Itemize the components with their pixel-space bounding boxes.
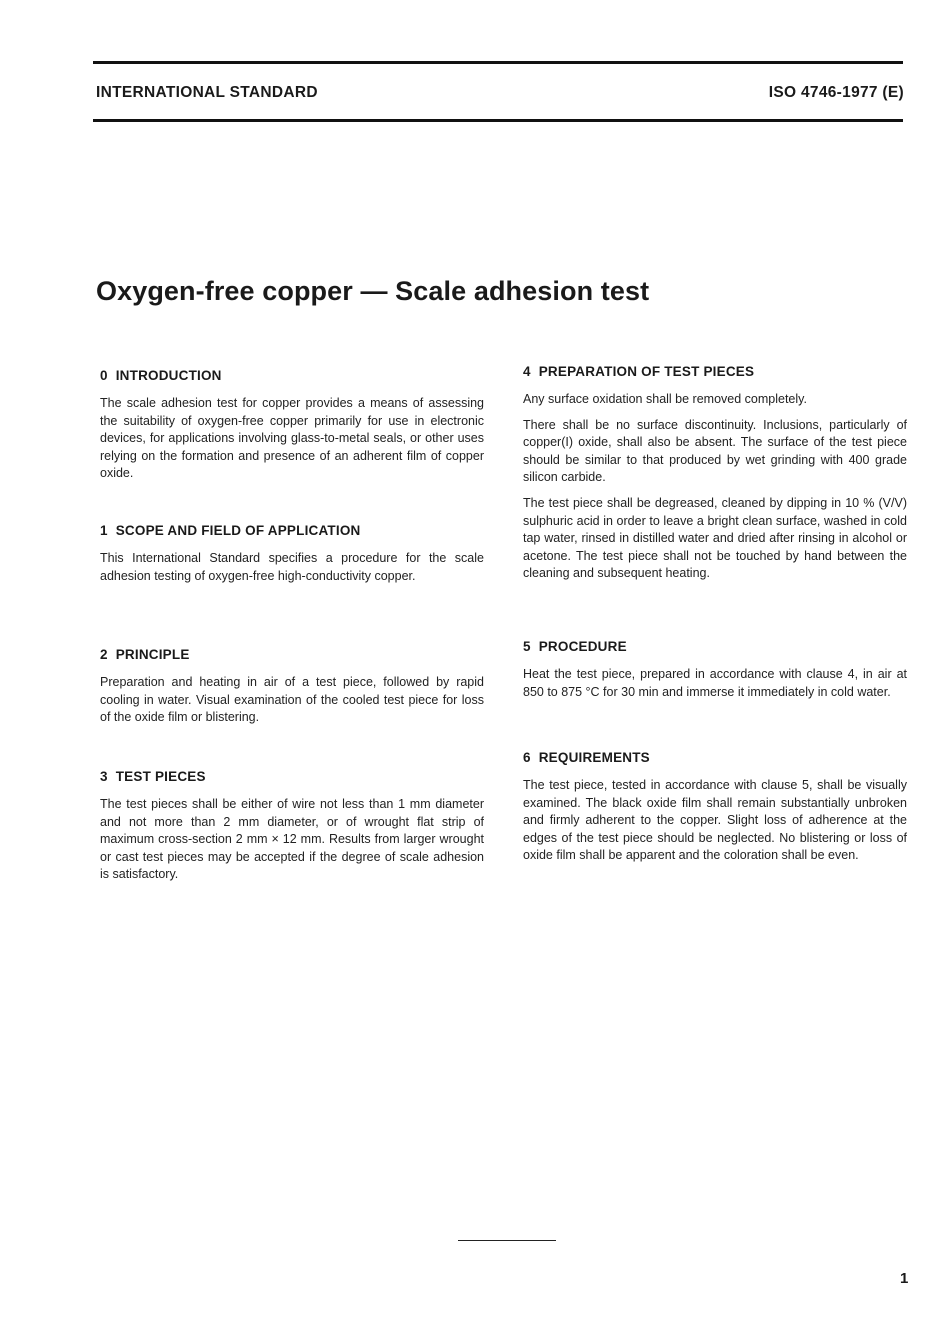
section-paragraph: Any surface oxidation shall be removed completely. [523,392,807,406]
section-number: 3 [100,769,108,784]
section-title: PREPARATION OF TEST PIECES [538,364,755,379]
section-principle [100,647,484,735]
section-heading [100,368,484,383]
section-heading [523,639,907,654]
section-heading [100,769,484,784]
section-paragraph: This International Standard specifies a procedure for the scale adhesion testing of oxygen-free high-conductivity copper. [100,551,484,583]
document-title: Oxygen-free copper — Scale adhesion test [96,276,650,306]
section-test-pieces [100,769,484,892]
standard-number: ISO 4746-1977 (E) [768,84,904,101]
footer-rule [458,1240,556,1241]
section-heading [523,750,907,765]
section-preparation [523,364,907,591]
section-title: PROCEDURE [538,639,627,654]
section-title: INTRODUCTION [115,368,222,383]
standard-type-label: INTERNATIONAL STANDARD [96,84,318,101]
section-heading [100,523,484,538]
section-paragraph: There shall be no surface discontinuity. Inclusions, particularly of copper(I) oxide, shall also be absent. The surface of the test piece should be similar to that produced by wet grinding with 400 grade silicon carbide. [523,417,907,485]
section-scope [100,523,484,593]
section-number: 2 [100,647,108,662]
section-number: 6 [523,750,531,765]
section-paragraph: Heat the test piece, prepared in accordance with clause 4, in air at 850 to 875 °C for 30 min and immerse it immediately in cold water. [523,667,907,699]
section-title: TEST PIECES [115,769,206,784]
section-paragraph: Preparation and heating in air of a test piece, followed by rapid cooling in water. Visual examination of the cooled test piece for loss of the oxide film or blistering. [100,675,484,725]
section-heading [100,647,484,662]
section-introduction [100,368,484,491]
section-heading [523,364,907,379]
section-number: 4 [523,364,531,379]
section-requirements [523,750,907,873]
section-paragraph: The test pieces shall be either of wire not less than 1 mm diameter and not more than 2 mm diameter, or of wrought flat strip of maximum cross-section 2 mm × 12 mm. Results from larger wrought or cast test pieces may be accepted if the degree of scale adhesion is satisfactory. [100,797,484,882]
section-title: PRINCIPLE [115,647,190,662]
header-bottom-rule [93,119,903,122]
section-number: 1 [100,523,108,538]
section-number: 0 [100,368,108,383]
section-number: 5 [523,639,531,654]
section-paragraph: The scale adhesion test for copper provides a means of assessing the suitability of oxygen-free copper primarily for use in electronic devices, for applications involving glass-to-metal seals, or other uses relying on the formation and presence of an adherent film of copper oxide. [100,396,484,481]
header-top-rule [93,61,903,64]
section-paragraph: The test piece, tested in accordance with clause 5, shall be visually examined. The black oxide film shall remain substantially unbroken and firmly adherent to the copper. Slight loss of adherence at the edges of the test piece should be neglected. No blistering or loss of oxide film shall be apparent and the coloration shall be even. [523,778,907,863]
section-title: SCOPE AND FIELD OF APPLICATION [115,523,361,538]
page-number: 1 [900,1270,909,1287]
section-procedure [523,639,907,709]
section-paragraph: The test piece shall be degreased, cleaned by dipping in 10 % (V/V) sulphuric acid in order to leave a bright clean surface, washed in cold tap water, rinsed in distilled water and dried after rinsing in alcohol or acetone. The test piece shall not be touched by hand between the cleaning and subsequent heating. [523,495,907,581]
section-title: REQUIREMENTS [538,750,650,765]
